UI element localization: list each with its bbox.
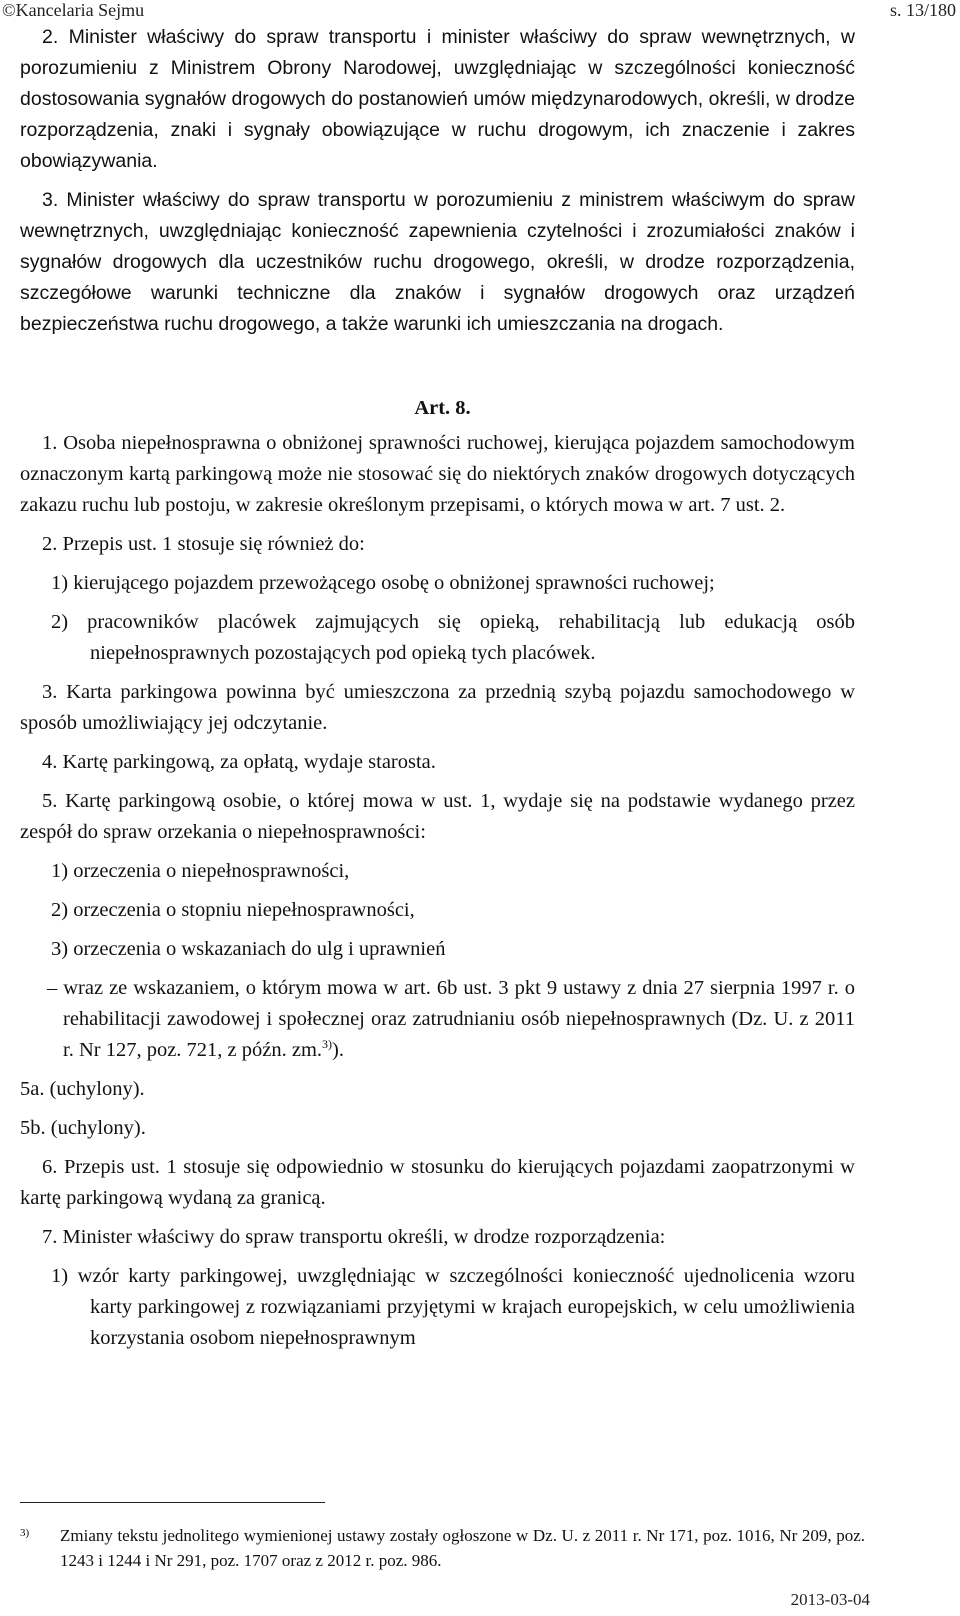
list-item-art8-7-1: 1) wzór karty parkingowej, uwzględniając w szczególności konieczność ujednolicenia wzoru karty parkingowej z rozwiązaniami przyjętymi w krajach europejskich, w celu umożliwienia korzystania osobom niepełnosprawnym (51, 1265, 855, 1349)
list-item-art8-5-1: 1) orzeczenia o niepełnosprawności, (51, 860, 350, 882)
paragraph-art8-5-tail (20, 973, 855, 1066)
paragraph-art8-7: 7. Minister właściwy do spraw transportu określi, w drodze rozporządzenia: (42, 1226, 666, 1248)
paragraph-sec3: 3. Minister właściwy do spraw transportu w porozumieniu z ministrem właściwym do spraw wewnętrznych, uwzględniając konieczność zapewnienia czytelności i zrozumiałości znaków i sygnałów drogowych dla uczestników ruchu drogowego, określi, w drodze rozporządzenia, szczegółowe warunki techniczne dla znaków i sygnałów drogowych oraz urządzeń bezpieczeństwa ruchu drogowego, a także warunki ich umieszczania na drogach. (20, 189, 855, 335)
paragraph-art8-5a: 5a. (uchylony). (20, 1078, 145, 1100)
paragraph-art8-4: 4. Kartę parkingową, za opłatą, wydaje starosta. (42, 751, 436, 773)
paragraph-art8-2: 2. Przepis ust. 1 stosuje się również do: (42, 533, 365, 555)
list-item-art8-2-1: 1) kierującego pojazdem przewożącego osobę o obniżonej sprawności ruchowej; (51, 572, 715, 594)
paragraph-art8-5: 5. Kartę parkingową osobie, o której mowa w ust. 1, wydaje się na podstawie wydanego przez zespół do spraw orzekania o niepełnosprawności: (20, 790, 855, 843)
footnote-reference[interactable]: 3) (322, 1037, 333, 1052)
header-page-number: s. 13/180 (889, 0, 956, 20)
paragraph-art8-6: 6. Przepis ust. 1 stosuje się odpowiednio w stosunku do kierujących pojazdami zaopatrzonymi w kartę parkingową wydaną za granicą. (20, 1156, 855, 1209)
footnote (20, 1523, 865, 1573)
footnote-text: Zmiany tekstu jednolitego wymienionej ustawy zostały ogłoszone w Dz. U. z 2011 r. Nr 171, poz. 1016, Nr 209, poz. 1243 i 1244 i Nr 291, poz. 1707 oraz z 2012 r. poz. 986. (60, 1526, 865, 1570)
list-item-art8-5-3: 3) orzeczenia o wskazaniach do ulg i uprawnień (51, 938, 446, 960)
tail-end: ). (332, 1039, 344, 1061)
footer-date: 2013-03-04 (790, 1590, 870, 1609)
tail-text: – wraz ze wskazaniem, o którym mowa w art. 6b ust. 3 pkt 9 ustawy z dnia 27 sierpnia 1997 r. o rehabilitacji zawodowej i społecznej oraz zatrudnianiu osób niepełnosprawnych (Dz. U. z 2011 r. Nr 127, poz. 721, z późn. zm. (47, 977, 855, 1061)
list-item-art8-2-2: 2) pracowników placówek zajmujących się opieką, rehabilitacją lub edukacją osób niepełnosprawnych pozostających pod opieką tych placówek. (51, 611, 855, 664)
paragraph-art8-3: 3. Karta parkingowa powinna być umieszczona za przednią szybą pojazdu samochodowego w sposób umożliwiający jej odczytanie. (20, 681, 855, 734)
paragraph-art8-1: 1. Osoba niepełnosprawna o obniżonej sprawności ruchowej, kierująca pojazdem samochodowym oznaczonym kartą parkingową może nie stosować się do niektórych znaków drogowych dotyczących zakazu ruchu lub postoju, w zakresie określonym przepisami, o których mowa w art. 7 ust. 2. (20, 432, 855, 516)
paragraph-sec2: 2. Minister właściwy do spraw transportu i minister właściwy do spraw wewnętrznych, w porozumieniu z Ministrem Obrony Narodowej, uwzględniając w szczególności konieczność dostosowania sygnałów drogowych do postanowień umów międzynarodowych, określi, w drodze rozporządzenia, znaki i sygnały obowiązujące w ruchu drogowym, ich znaczenie i zakres obowiązywania. (20, 26, 855, 172)
document-body (20, 22, 855, 1354)
header-copyright: ©Kancelaria Sejmu (2, 0, 145, 20)
paragraph-art8-5b: 5b. (uchylony). (20, 1117, 146, 1139)
footnote-divider (20, 1502, 325, 1503)
footnote-mark: 3) (20, 1527, 30, 1539)
list-item-art8-5-2: 2) orzeczenia o stopniu niepełnosprawności, (51, 899, 415, 921)
article-heading: Art. 8. (414, 397, 471, 419)
